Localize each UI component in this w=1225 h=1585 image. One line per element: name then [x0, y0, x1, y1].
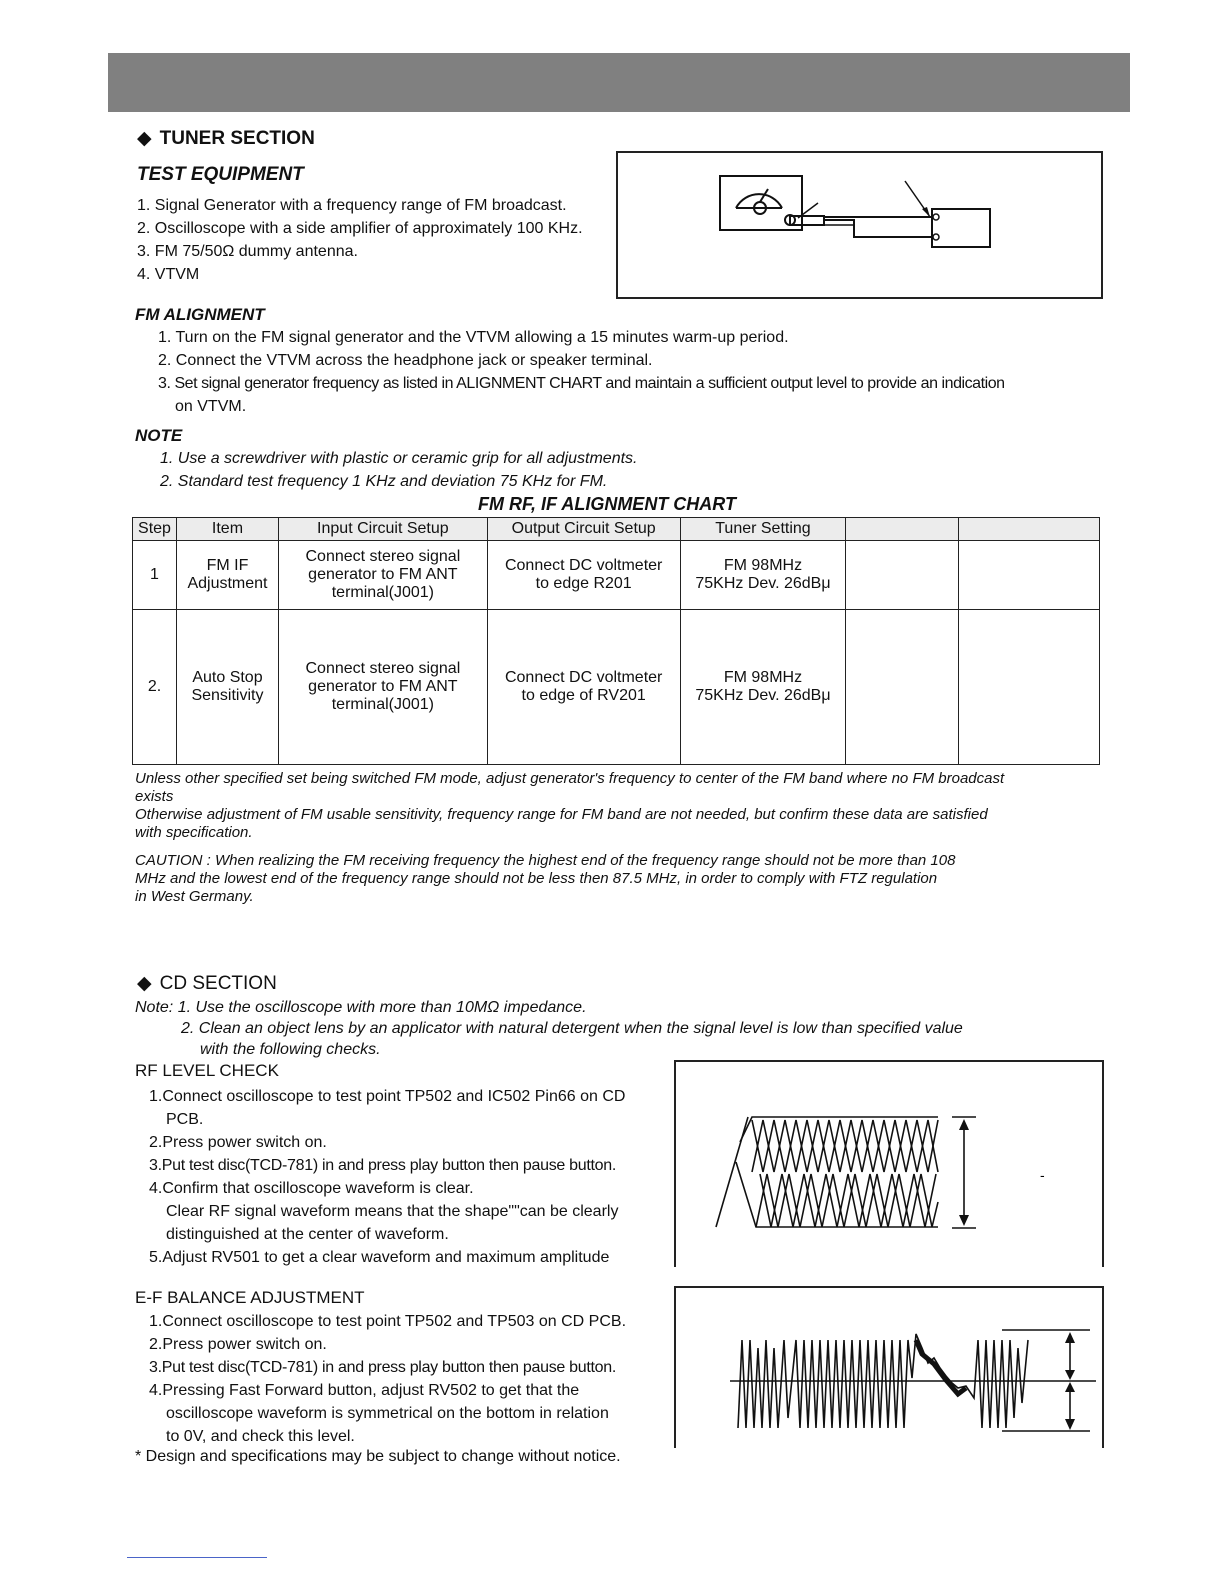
cell-output: Connect DC voltmeter to edge R201 — [487, 541, 680, 610]
list-item: on VTVM. — [175, 398, 247, 415]
table-row — [133, 610, 1100, 765]
equipment-connection-diagram — [616, 151, 1103, 299]
bottom-link-underline[interactable] — [127, 1557, 267, 1558]
cell-blank — [959, 610, 1100, 765]
cd-note: Note: 1. Use the oscilloscope with more than 10MΩ impedance. 2. Clean an object lens by an applicator with natural detergent when the signal level is low than specified value with the following checks. — [135, 999, 963, 1058]
list-item: 2.Press power switch on. — [149, 1336, 327, 1353]
cell-input: Connect stereo signal generator to FM ANT terminal(J001) — [278, 610, 487, 765]
rf-level-check-title: RF LEVEL CHECK — [135, 1061, 279, 1080]
cell-step: 2. — [133, 610, 177, 765]
cell-item: FM IF Adjustment — [176, 541, 278, 610]
list-item: 1.Connect oscilloscope to test point TP502 and TP503 on CD PCB. — [149, 1313, 627, 1330]
list-item: 1. Signal Generator with a frequency range of FM broadcast. — [137, 197, 567, 214]
chart-header-step: Step — [133, 518, 177, 541]
list-item: 4. VTVM — [137, 266, 200, 283]
tuner-section-title: ◆ TUNER SECTION — [137, 128, 315, 149]
chart-header-item: Item — [176, 518, 278, 541]
list-item: PCB. — [166, 1111, 204, 1128]
cell-item: Auto Stop Sensitivity — [176, 610, 278, 765]
ef-waveform-box — [674, 1286, 1104, 1448]
list-item: 5.Adjust RV501 to get a clear waveform and maximum amplitude — [149, 1249, 610, 1266]
cell-tuner: FM 98MHz 75KHz Dev. 26dBμ — [680, 541, 846, 610]
list-item: 2.Press power switch on. — [149, 1134, 327, 1151]
rf-level-mark: - — [1040, 1167, 1045, 1183]
note-title: NOTE — [135, 426, 183, 445]
cell-blank — [846, 541, 959, 610]
header-bar — [108, 53, 1130, 112]
rf-waveform-diagram — [676, 1062, 1100, 1267]
chart-header-blank — [846, 518, 959, 541]
fm-alignment-title: FM ALIGNMENT — [135, 305, 265, 324]
list-item: 4.Confirm that oscilloscope waveform is clear. — [149, 1180, 474, 1197]
list-item: 2. Oscilloscope with a side amplifier of approximately 100 KHz. — [137, 220, 583, 237]
cell-output: Connect DC voltmeter to edge of RV201 — [487, 610, 680, 765]
rf-waveform-box — [674, 1060, 1104, 1267]
cell-tuner: FM 98MHz 75KHz Dev. 26dBμ — [680, 610, 846, 765]
list-item: 3.Put test disc(TCD-781) in and press play button then pause button. — [149, 1359, 616, 1376]
list-item: 2. Standard test frequency 1 KHz and deviation 75 KHz for FM. — [160, 473, 608, 490]
ef-steps — [149, 1310, 674, 1448]
chart-header-blank — [959, 518, 1100, 541]
rf-steps — [149, 1085, 674, 1269]
diamond-icon: ◆ — [137, 128, 152, 149]
ef-balance-title: E-F BALANCE ADJUSTMENT — [135, 1288, 365, 1307]
list-item: 3.Put test disc(TCD-781) in and press play button then pause button. — [149, 1157, 616, 1174]
cell-blank — [846, 610, 959, 765]
list-item: 1. Turn on the FM signal generator and the VTVM allowing a 15 minutes warm-up period. — [158, 329, 789, 346]
chart-title: FM RF, IF ALIGNMENT CHART — [478, 494, 736, 514]
cell-blank — [959, 541, 1100, 610]
list-item: Clear RF signal waveform means that the shape""can be clearly — [166, 1203, 619, 1220]
diamond-icon: ◆ — [137, 973, 152, 994]
alignment-chart — [132, 517, 1100, 765]
chart-header-input: Input Circuit Setup — [278, 518, 487, 541]
list-item: 1.Connect oscilloscope to test point TP502 and IC502 Pin66 on CD — [149, 1088, 626, 1105]
test-equipment-title: TEST EQUIPMENT — [137, 164, 304, 185]
cd-section-title: ◆ CD SECTION — [137, 973, 277, 994]
list-item: 3. FM 75/50Ω dummy antenna. — [137, 243, 358, 260]
table-row — [133, 541, 1100, 610]
cell-input: Connect stereo signal generator to FM ANT terminal(J001) — [278, 541, 487, 610]
caution-block: CAUTION : When realizing the FM receiving frequency the highest end of the frequency range should not be more than 108 MHz and the lowest end of the frequency range should not be less then 87.5 MHz, in order to comply with FTZ regulation in West Germany. — [135, 852, 956, 905]
chart-header-tuner: Tuner Setting — [680, 518, 846, 541]
equipment-list — [137, 194, 583, 286]
list-item: to 0V, and check this level. — [166, 1428, 355, 1445]
fm-alignment-steps — [158, 326, 1005, 418]
list-item: 3. Set signal generator frequency as listed in ALIGNMENT CHART and maintain a sufficient output level to provide an indication — [158, 375, 1005, 392]
list-item: 1. Use a screwdriver with plastic or ceramic grip for all adjustments. — [160, 450, 638, 467]
ef-waveform-diagram — [676, 1288, 1100, 1448]
cell-step: 1 — [133, 541, 177, 610]
signal-generator-diagram — [618, 153, 1101, 297]
list-item: 4.Pressing Fast Forward button, adjust RV502 to get that the — [149, 1382, 580, 1399]
list-item: 2. Connect the VTVM across the headphone jack or speaker terminal. — [158, 352, 653, 369]
chart-header-output: Output Circuit Setup — [487, 518, 680, 541]
list-item: oscilloscope waveform is symmetrical on the bottom in relation — [166, 1405, 609, 1422]
list-item: distinguished at the center of waveform. — [166, 1226, 449, 1243]
note-list — [160, 447, 638, 493]
chart-header-row — [133, 518, 1100, 541]
footnote-block: Unless other specified set being switched FM mode, adjust generator's frequency to center of the FM band where no FM broadcast exists Otherwise adjustment of FM usable sensitivity, frequency range for FM band are not needed, but confirm these data are satisfied with specification. — [135, 770, 1005, 841]
disclaimer: * Design and specifications may be subject to change without notice. — [135, 1448, 621, 1465]
